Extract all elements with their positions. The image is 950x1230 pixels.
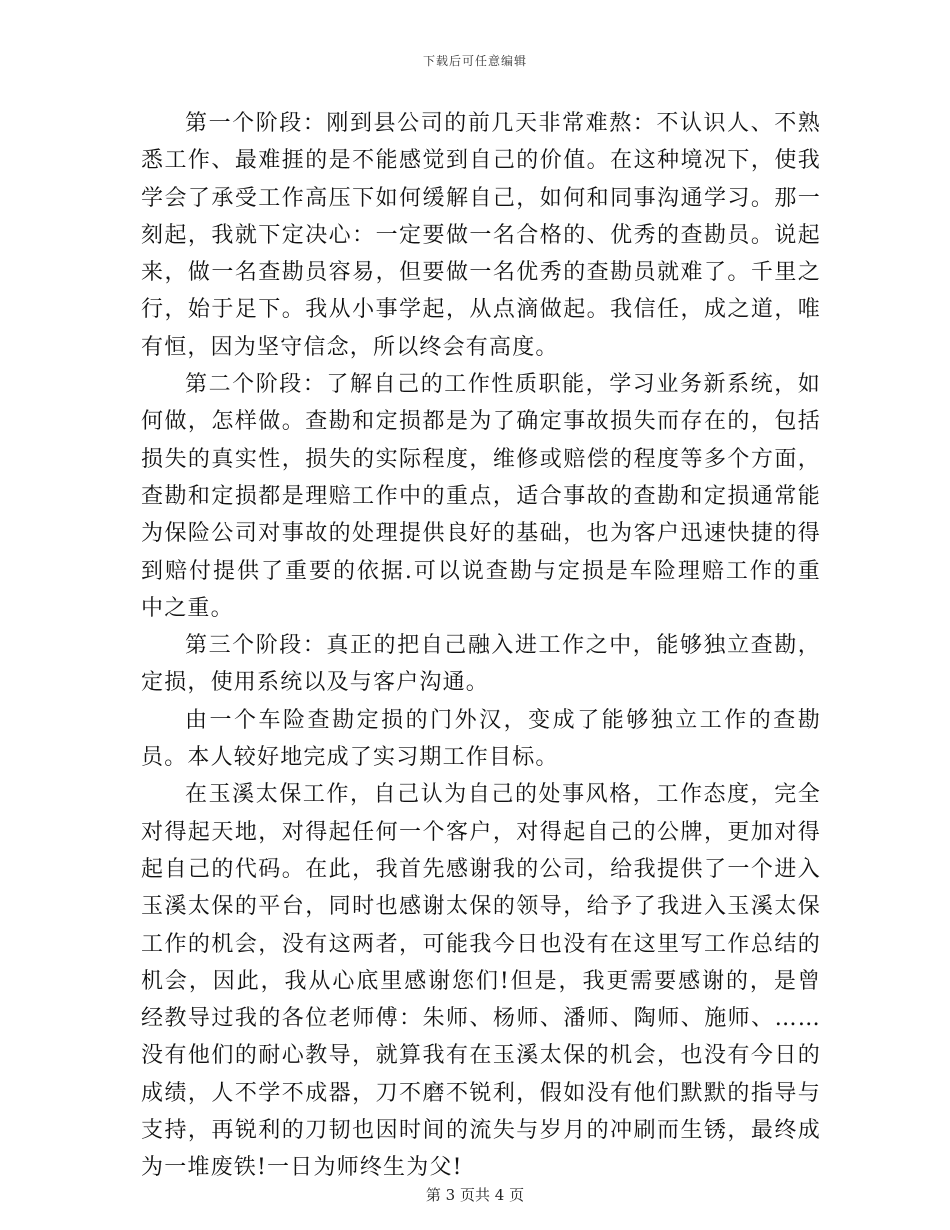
paragraph-gratitude: 在玉溪太保工作，自己认为自己的处事风格，工作态度，完全对得起天地，对得起任何一个客户，对得起自己的公牌，更加对得起自己的代码。在此，我首先感谢我的公司，给我提供了一个进入玉溪太保的平台，同时也感谢太保的领导，给予了我进入玉溪太保工作的机会，没有这两者，可能我今日也没有在这里写工作总结的机会，因此，我从心底里感谢您们!但是，我更需要感谢的，是曾经教导过我的各位老师傅：朱师、杨师、潘师、陶师、施师、……没有他们的耐心教导，就算我有在玉溪太保的机会，也没有今日的成绩，人不学不成器，刀不磨不锐利，假如没有他们默默的指导与支持，再锐利的刀韧也因时间的流失与岁月的冲刷而生锈，最终成为一堆废铁!一日为师终生为父! bbox=[141, 782, 821, 1181]
paragraph-stage-two: 第二个阶段：了解自己的工作性质职能，学习业务新系统，如何做，怎样做。查勘和定损都是为了确定事故损失而存在的，包括损失的真实性，损失的实际程度，维修或赔偿的程度等多个方面，查勘和定损都是理赔工作中的重点，适合事故的查勘和定损通常能为保险公司对事故的处理提供良好的基础，也为客户迅速快捷的得到赔付提供了重要的依据.可以说查勘与定损是车险理赔工作的重中之重。 bbox=[141, 372, 821, 621]
paragraph-summary: 由一个车险查勘定损的门外汉，变成了能够独立工作的查勘员。本人较好地完成了实习期工作目标。 bbox=[141, 707, 821, 771]
paragraph-stage-three: 第三个阶段：真正的把自己融入进工作之中，能够独立查勘，定损，使用系统以及与客户沟通。 bbox=[141, 633, 821, 696]
document-body bbox=[141, 105, 821, 1187]
page-number: 第 3 页共 4 页 bbox=[425, 1186, 525, 1204]
paragraph-stage-one: 第一个阶段：刚到县公司的前几天非常难熬：不认识人、不熟悉工作、最难捱的是不能感觉到自己的价值。在这种境况下，使我学会了承受工作高压下如何缓解自己，如何和同事沟通学习。那一刻起，我就下定决心：一定要做一名合格的、优秀的查勘员。说起来，做一名查勘员容易，但要做一名优秀的查勘员就难了。千里之行，始于足下。我从小事学起，从点滴做起。我信任，成之道，唯有恒，因为坚守信念，所以终会有高度。 bbox=[141, 111, 821, 360]
page-header: 下载后可任意编辑 bbox=[422, 54, 527, 68]
